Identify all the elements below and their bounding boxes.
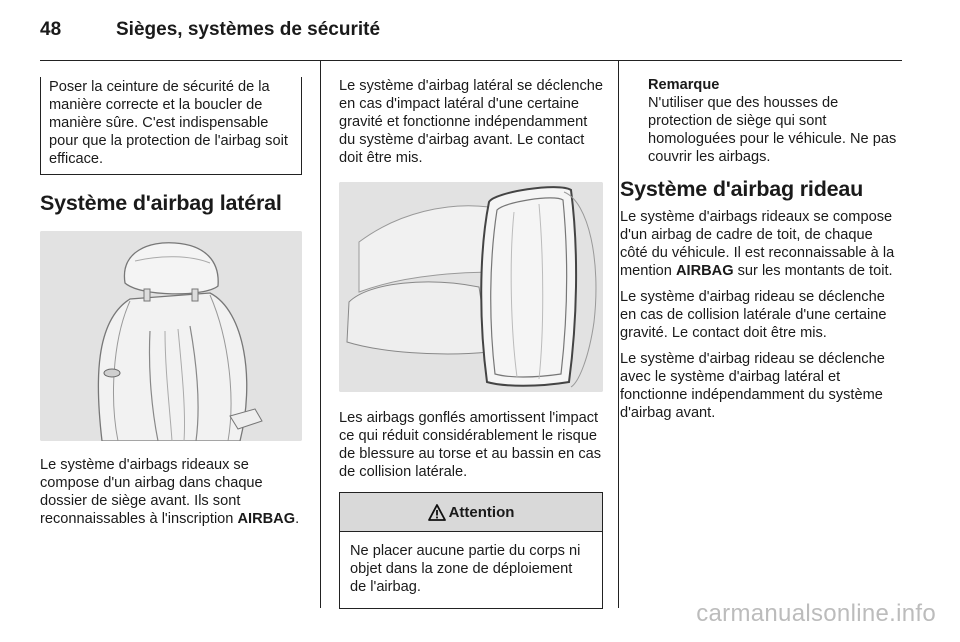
- curtain-airbag-description: Le système d'airbags rideaux se compose d'un airbag de cadre de toit, de chaque côté du véhicule. Il est reconnaissable à la mention AIRBAG sur les montants de toit.: [620, 209, 895, 279]
- page-title: Sièges, systèmes de sécurité: [116, 19, 381, 40]
- remark-block: [620, 76, 902, 166]
- attention-body: [340, 532, 602, 608]
- attention-header: [340, 493, 602, 532]
- column-divider: [618, 60, 619, 608]
- inflated-airbag-image: [339, 182, 603, 392]
- warning-triangle-icon: [428, 504, 446, 521]
- remark-text: N'utiliser que des housses de protection de siège qui sont homologuées pour le véhicule. Ne pas couvrir les airbags.: [648, 95, 897, 165]
- inflated-airbag-illustration: [339, 182, 603, 392]
- side-airbag-trigger-text: Le système d'airbag latéral se déclenche en cas d'impact latéral d'une certaine gravité et fonctionne indépendamment du système d'airbag avant. Le contact doit être mis.: [339, 78, 604, 166]
- curtain-airbag-trigger-text: Le système d'airbag rideau se déclenche en cas de collision latérale d'une certaine gravité. Le contact doit être mis.: [620, 289, 887, 341]
- airbag-benefit-text: Les airbags gonflés amortissent l'impact ce qui réduit considérablement le risque de blessure au torse et au bassin en cas de collision latérale.: [339, 410, 602, 480]
- side-airbag-description: Le système d'airbags rideaux se compose d'un airbag dans chaque dossier de siège avant. Ils sont reconnaissables à l'inscription AIRBAG.: [40, 457, 300, 527]
- seat-airbag-image: [40, 231, 302, 441]
- column-3: [620, 60, 902, 422]
- curtain-airbag-independence-text: Le système d'airbag rideau se déclenche avec le système d'airbag latéral et fonctionne indépendamment du système d'airbag avant.: [620, 351, 885, 421]
- page-number: 48: [40, 19, 62, 40]
- seat-illustration: [40, 231, 302, 441]
- notice-text: Poser la ceinture de sécurité de la manière correcte et la boucler de manière sûre. C'est indispensable pour que la protection de l'airbag soit efficace.: [49, 79, 288, 167]
- remark-label: Remarque: [648, 77, 720, 93]
- attention-title: Attention: [448, 503, 515, 521]
- column-divider: [320, 60, 321, 608]
- column-1: [40, 60, 302, 528]
- attention-box: [339, 492, 603, 609]
- side-airbag-heading: Système d'airbag latéral: [40, 191, 282, 215]
- page-header: [0, 0, 960, 60]
- watermark: carmanualsonline.info: [696, 600, 936, 627]
- column-2: [339, 60, 603, 609]
- attention-text: Ne placer aucune partie du corps ni objet dans la zone de déploiement de l'airbag.: [350, 543, 581, 595]
- curtain-airbag-heading: Système d'airbag rideau: [620, 177, 864, 201]
- airbag-marking: AIRBAG: [237, 511, 296, 527]
- notice-box: [40, 77, 302, 175]
- airbag-marking: AIRBAG: [675, 263, 734, 279]
